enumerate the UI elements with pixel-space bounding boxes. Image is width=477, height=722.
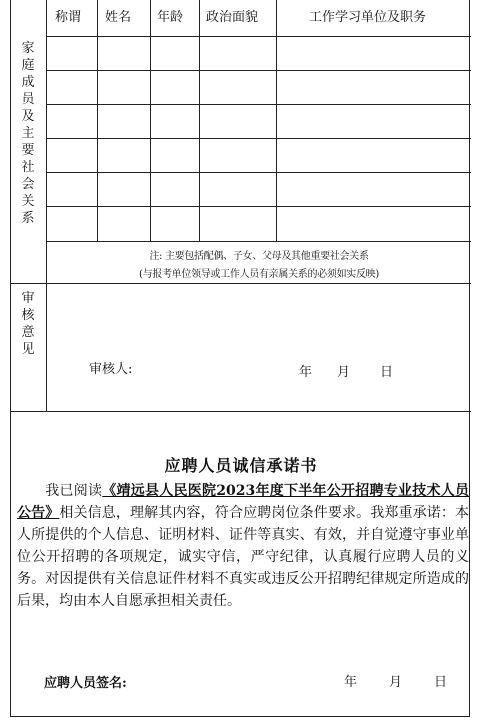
family-row[interactable] <box>47 71 471 104</box>
header-name: 姓名 <box>105 10 132 25</box>
review-section-label: 审核意见 <box>21 291 35 357</box>
section-divider <box>11 283 471 284</box>
pledge-year: 年 <box>344 675 358 690</box>
pledge-body: 相关信息，理解其内容，符合应聘岗位条件要求。我郑重承诺：本人所提供的个人信息、证明材料、证件等真实、有效，并自觉遵守事业单位公开招聘的各项规定，诚实守信，严守纪律，认真履行应聘人员的义务。对因提供有关信息证件材料不真实或违反公开招聘纪律规定所造成的后果，均由本人自愿承担相关责任。 <box>17 505 470 609</box>
pledge-day: 日 <box>434 675 448 690</box>
announcement-title: 《靖远县人民医院2023年度下半年公开招聘专业技术人员公告》 <box>17 483 470 521</box>
review-day: 日 <box>380 365 394 380</box>
header-work-unit: 工作学习单位及职务 <box>309 10 427 25</box>
family-row[interactable] <box>47 207 471 241</box>
header-age: 年龄 <box>157 10 184 25</box>
pledge-title: 应聘人员诚信承诺书 <box>164 456 318 475</box>
pledge-paragraph <box>17 480 469 612</box>
pledge-month: 月 <box>389 675 403 690</box>
applicant-signature-label: 应聘人员签名: <box>44 676 127 691</box>
section-divider <box>11 411 471 412</box>
header-title: 称谓 <box>55 10 82 25</box>
pledge-intro: 我已阅读 <box>45 483 103 499</box>
family-note-line2: (与报考单位领导或工作人员有亲属关系的必须如实反映) <box>138 269 379 280</box>
family-note-line1: 注: 主要包括配偶、子女、父母及其他重要社会关系 <box>149 251 369 262</box>
family-row[interactable] <box>47 139 471 172</box>
family-row-divider <box>46 241 471 242</box>
family-row[interactable] <box>47 105 471 138</box>
reviewer-label: 审核人: <box>89 362 133 377</box>
registration-form-page <box>10 0 470 717</box>
family-section-label: 家庭成员及主要社会关系 <box>21 41 35 226</box>
family-row[interactable] <box>47 173 471 206</box>
review-year: 年 <box>299 365 313 380</box>
header-political-status: 政治面貌 <box>206 10 259 25</box>
family-row[interactable] <box>47 37 471 70</box>
review-month: 月 <box>337 365 351 380</box>
